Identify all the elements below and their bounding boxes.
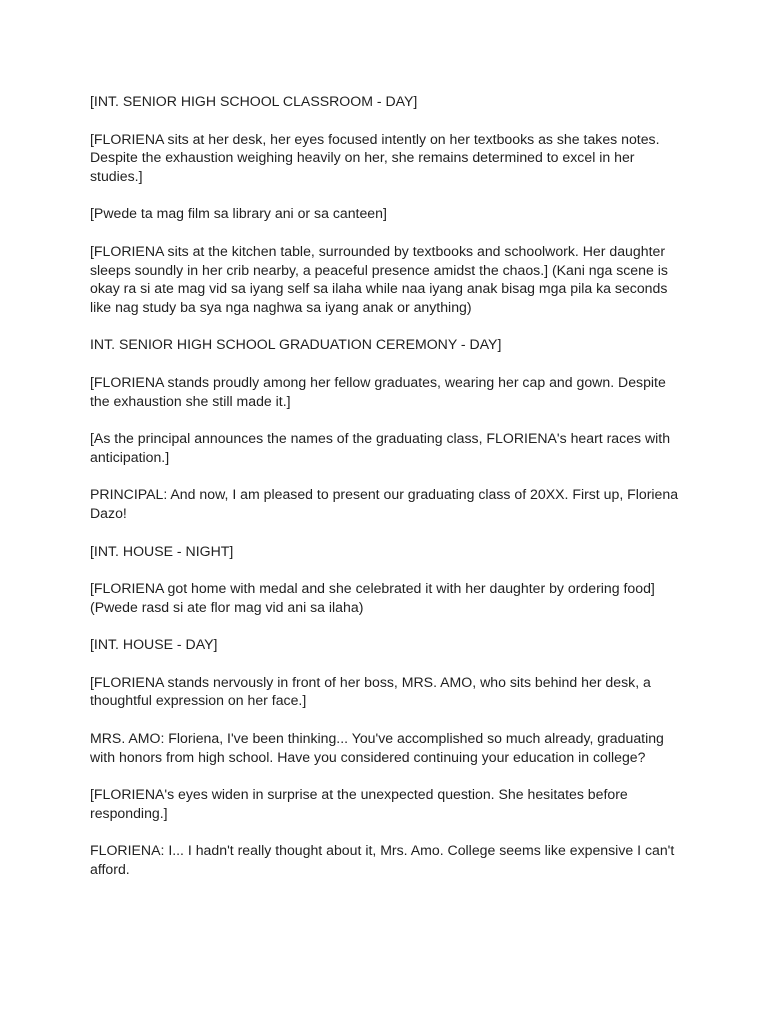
dialogue-mrs-amo: MRS. AMO: Floriena, I've been thinking... You've accomplished so much already, graduating with honors from high school. Have you considered continuing your education in college? <box>90 730 664 765</box>
action-kitchen-table: [FLORIENA sits at the kitchen table, surrounded by textbooks and schoolwork. Her daughter sleeps soundly in her crib nearby, a peaceful presence amidst the chaos.] (Kani nga scene is okay ra si ate mag vid sa iyang self sa ilaha while naa iyang anak bisag mga pila ka seconds like nag study ba sya nga naghwa sa iyang anak or anything) <box>90 242 668 315</box>
action-principal-announces: [As the principal announces the names of the graduating class, FLORIENA's heart races with anticipation.] <box>90 430 671 465</box>
action-floriena-surprise: [FLORIENA's eyes widen in surprise at the unexpected question. She hesitates before responding.] <box>90 786 628 821</box>
scene-heading-graduation: INT. SENIOR HIGH SCHOOL GRADUATION CEREMONY - DAY] <box>90 336 502 353</box>
action-graduates: [FLORIENA stands proudly among her fellow graduates, wearing her cap and gown. Despite the exhaustion she still made it.] <box>90 373 666 409</box>
action-boss-desk: [FLORIENA stands nervously in front of her boss, MRS. AMO, who sits behind her desk, a thoughtful expression on her face.] <box>90 673 651 709</box>
scene-heading-classroom: [INT. SENIOR HIGH SCHOOL CLASSROOM - DAY] <box>90 93 418 109</box>
production-note-library: [Pwede ta mag film sa library ani or sa canteen] <box>90 205 387 222</box>
action-desk-study: [FLORIENA sits at her desk, her eyes focused intently on her textbooks as she takes notes. Despite the exhaustion weighing heavily on her, she remains determined to excel in her studies.] <box>90 130 660 184</box>
scene-heading-house-night: [INT. HOUSE - NIGHT] <box>90 542 234 559</box>
dialogue-principal: PRINCIPAL: And now, I am pleased to present our graduating class of 20XX. First up, Floriena Dazo! <box>90 486 679 521</box>
script-body <box>90 92 680 898</box>
dialogue-floriena: FLORIENA: I... I hadn't really thought about it, Mrs. Amo. College seems like expensive I can't afford. <box>90 842 675 878</box>
action-medal-celebration: [FLORIENA got home with medal and she celebrated it with her daughter by ordering food] (Pwede rasd si ate flor mag vid ani sa ilaha) <box>90 580 655 615</box>
scene-heading-house-day: [INT. HOUSE - DAY] <box>90 636 218 653</box>
